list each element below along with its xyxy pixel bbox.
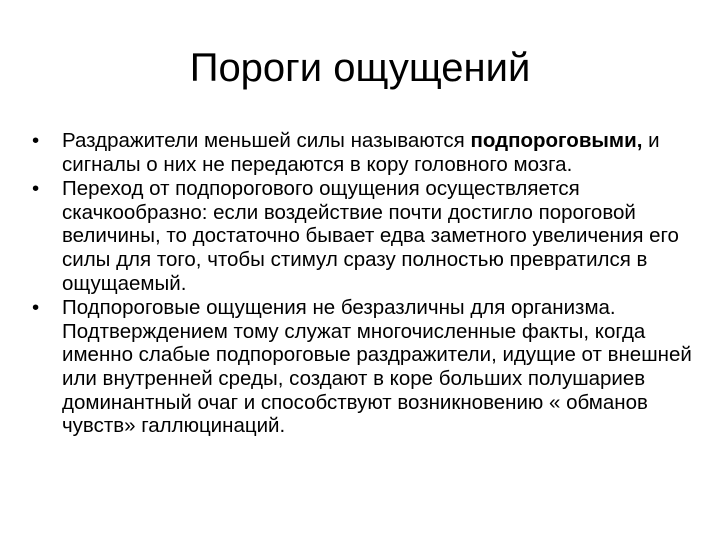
bullet-item-transition	[32, 177, 716, 295]
bullet-bold-term: подпороговыми,	[470, 129, 643, 152]
bullet-list	[32, 129, 716, 439]
bullet-text: Подпороговые ощущения не безразличны для организма. Подтверждением тому служат многочисленные факты, когда именно слабые подпороговые раздражители, идущие от внешней или внутренней среды, создают в коре больших полушариев доминантный очаг и способствуют возникновению « обманов чувств» галлюцинаций.	[62, 296, 692, 438]
bullet-dot-icon: •	[32, 296, 40, 320]
bullet-dot-icon: •	[32, 129, 40, 152]
bullet-dot-icon: •	[32, 177, 40, 201]
slide-title: Пороги ощущений	[189, 46, 531, 90]
bullet-text-start: Раздражители меньшей силы называются	[62, 129, 471, 152]
bullet-text: Переход от подпорогового ощущения осуществляется скачкообразно: если воздействие почти достигло пороговой величины, то достаточно бывает едва заметного увеличения его силы для того, чтобы стимул сразу полностью превратился в ощущаемый.	[62, 177, 679, 295]
bullet-text-end: и сигналы о них не передаются в кору головного мозга.	[62, 129, 660, 176]
bullet-item-significance	[32, 296, 716, 438]
bullet-item-subthreshold	[32, 129, 716, 176]
